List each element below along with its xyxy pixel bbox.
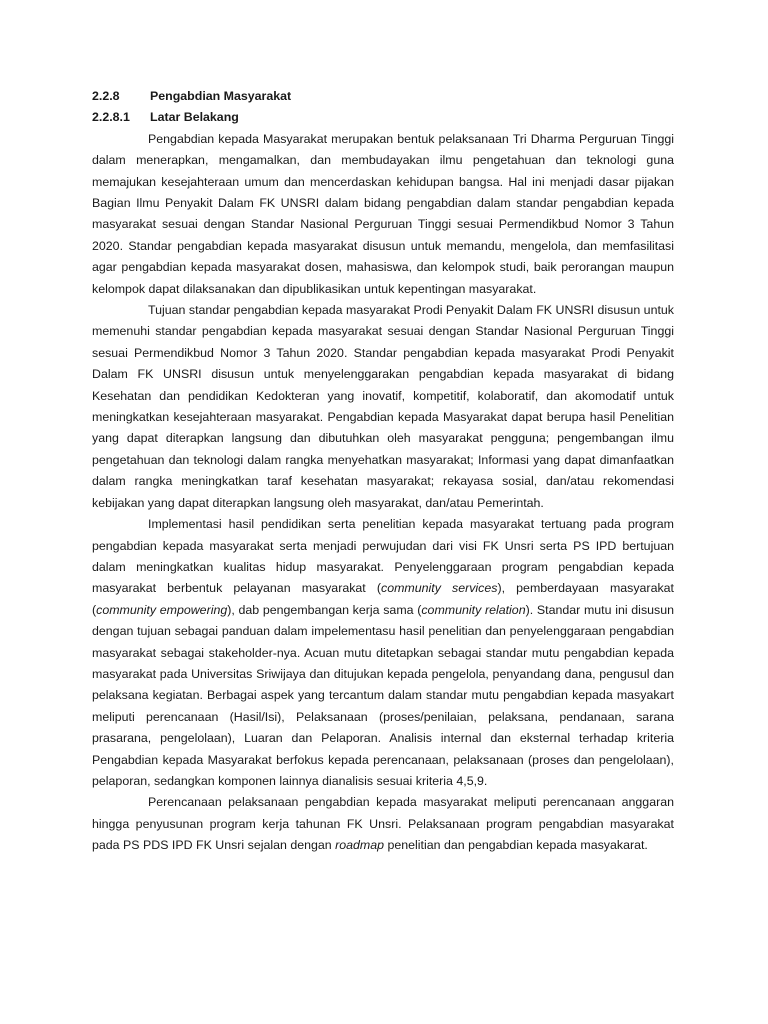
paragraph-text: penelitian dan pengabdian kepada masyakarat.	[384, 838, 648, 853]
subsection-title: Latar Belakang	[150, 110, 239, 125]
italic-term: community services	[381, 581, 498, 596]
paragraph-text: Tujuan standar pengabdian kepada masyarakat Prodi Penyakit Dalam FK UNSRI disusun untuk memenuhi standar pengabdian kepada masyarakat sesuai dengan Standar Nasional Perguruan Tinggi sesuai Permendikbud Nomor 3 Tahun 2020. Standar pengabdian kepada masyarakat Prodi Penyakit Dalam FK UNSRI disusun untuk menyelenggarakan pengabdian kepada masyarakat di bidang Kesehatan dan pendidikan Kedokteran yang inovatif, kompetitif, kolaboratif, dan akomodatif untuk meningkatkan kesejahteraan masyarakat. Pengabdian kepada Masyarakat dapat berupa hasil Penelitian yang dapat diterapkan langsung dan dibutuhkan oleh masyarakat pengguna; pengembangan ilmu pengetahuan dan teknologi dalam rangka menyehatkan masyarakat; Informasi yang dapat dimanfaatkan dalam rangka meningkatkan taraf kesehatan masyarakat; rekayasa sosial, dan/atau rekomendasi kebijakan yang dapat diterapkan langsung oleh masyarakat, dan/atau Pemerintah.	[92, 303, 674, 510]
section-title: Pengabdian Masyarakat	[150, 89, 292, 103]
document-body	[92, 86, 674, 857]
paragraph-2	[92, 300, 674, 514]
subsection-number: 2.2.8.1	[92, 110, 130, 125]
italic-term: community empowering	[96, 602, 228, 617]
paragraph-text: Perencanaan pelaksanaan pengabdian kepada masyarakat meliputi perencanaan anggaran hingga penyusunan program kerja tahunan FK Unsri. Pelaksanaan program pengabdian masyarakat pada PS PDS IPD FK Unsri sejalan dengan	[92, 795, 674, 853]
paragraph-text: ), dab pengembangan kerja sama (	[227, 602, 422, 617]
section-number: 2.2.8	[92, 89, 120, 103]
subsection-heading	[92, 107, 674, 128]
paragraph-text: Implementasi hasil pendidikan serta penelitian kepada masyarakat tertuang pada program pengabdian kepada masyarakat serta menjadi perwujudan dari visi FK Unsri serta PS IPD bertujuan dalam meningkatkan kualitas hidup masyarakat. Penyelenggaraan program pengabdian kepada masyarakat berbentuk pelayanan masyarakat (	[92, 517, 674, 596]
italic-term: roadmap	[335, 838, 385, 853]
paragraph-text: ). Standar mutu ini disusun dengan tujuan sebagai panduan dalam impelementasu hasil penelitian dan penyelenggaraan pengabdian masyarakat sebagai stakeholder-nya. Acuan mutu ditetapkan sebagai standar mutu pengabdian kepada masyarakat pada Universitas Sriwijaya dan ditujukan kepada pengelola, penyandang dana, pengusul dan pelaksana kegiatan. Berbagai aspek yang tercantum dalam standar mutu pengabdian kepada masyakart meliputi perencanaan (Hasil/Isi), Pelaksanaan (proses/penilaian, pelaksana, pendanaan, sarana prasarana, pengelolaan), Luaran dan Pelaporan. Analisis internal dan eksternal terhadap kriteria Pengabdian kepada Masyarakat berfokus kepada perencanaan, pelaksanaan (proses dan pengelolaan), pelaporan, sedangkan komponen lainnya dianalisis sesuai kriteria 4,5,9.	[92, 602, 675, 788]
section-heading	[92, 86, 674, 107]
italic-term: community relation	[421, 602, 526, 617]
paragraph-1	[92, 129, 674, 300]
paragraph-text: Pengabdian kepada Masyarakat merupakan bentuk pelaksanaan Tri Dharma Perguruan Tinggi dalam menerapkan, mengamalkan, dan membudayakan ilmu pengetahuan dan teknologi guna memajukan kesejahteraan umum dan mencerdaskan kehidupan bangsa. Hal ini menjadi dasar pijakan Bagian Ilmu Penyakit Dalam FK UNSRI dalam bidang pengabdian dalam standar pengabdian kepada masyarakat sesuai dengan Standar Nasional Perguruan Tinggi sesuai Permendikbud Nomor 3 Tahun 2020. Standar pengabdian kepada masyarakat disusun untuk memandu, mengelola, dan memfasilitasi agar pengabdian kepada masyarakat dosen, mahasiswa, dan kelompok studi, baik perorangan maupun kelompok dapat dilaksanakan dan dipublikasikan untuk kepentingan masyarakat.	[92, 131, 674, 296]
paragraph-3	[92, 514, 674, 792]
paragraph-text: ), pemberdayaan masyarakat (	[92, 581, 674, 617]
paragraph-4	[92, 792, 674, 856]
